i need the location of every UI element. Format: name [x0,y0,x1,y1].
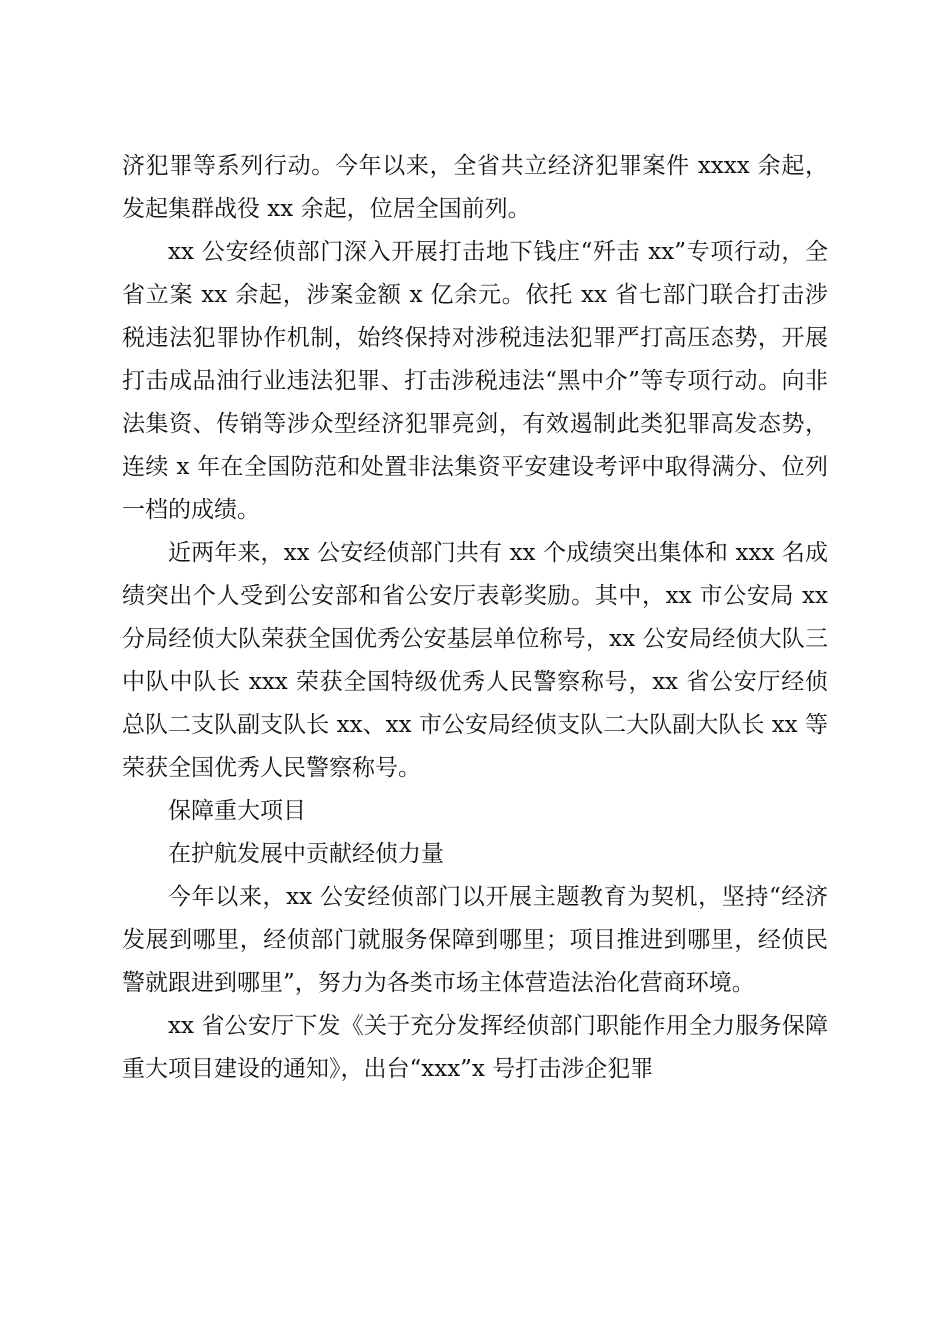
document-body [122,145,828,1091]
paragraph-commendations: 近两年来，xx 公安经侦部门共有 xx 个成绩突出集体和 xxx 名成绩突出个人受到公安部和省公安厅表彰奖励。其中，xx 市公安局 xx 分局经侦大队荣获全国优秀公安基层单位称号，xx 公安局经侦大队三中队中队长 xxx 荣获全国特级优秀人民警察称号，xx 省公安厅经侦总队二支队副支队长 xx、xx 市公安局经侦支队二大队副大队长 xx 等荣获全国优秀人民警察称号。 [122,540,828,781]
paragraph-theme-education: 今年以来，xx 公安经侦部门以开展主题教育为契机，坚持“经济发展到哪里，经侦部门就服务保障到哪里；项目推进到哪里，经侦民警就跟进到哪里”，努力为各类市场主体营造法治化营商环境。 [122,884,828,996]
section-heading-major-projects: 保障重大项目 [168,798,306,824]
paragraph-provincial-notice: xx 省公安厅下发《关于充分发挥经侦部门职能作用全力服务保障重大项目建设的通知》，出台“xxx”x 号打击涉企犯罪 [122,1013,828,1082]
paragraph-underground-bank-crackdown: xx 公安经侦部门深入开展打击地下钱庄“歼击 xx”专项行动，全省立案 xx 余起，涉案金额 x 亿余元。依托 xx 省七部门联合打击涉税违法犯罪协作机制，始终保持对涉税违法犯罪严打高压态势，开展打击成品油行业违法犯罪、打击涉税违法“黑中介”等专项行动。向非法集资、传销等涉众型经济犯罪亮剑，有效遏制此类犯罪高发态势，连续 x 年在全国防范和处置非法集资平安建设考评中取得满分、位列一档的成绩。 [122,239,828,523]
section-subheading-contribution: 在护航发展中贡献经侦力量 [168,841,444,867]
paragraph-continuation: 济犯罪等系列行动。今年以来，全省共立经济犯罪案件 xxxx 余起，发起集群战役 xx 余起，位居全国前列。 [122,153,828,222]
